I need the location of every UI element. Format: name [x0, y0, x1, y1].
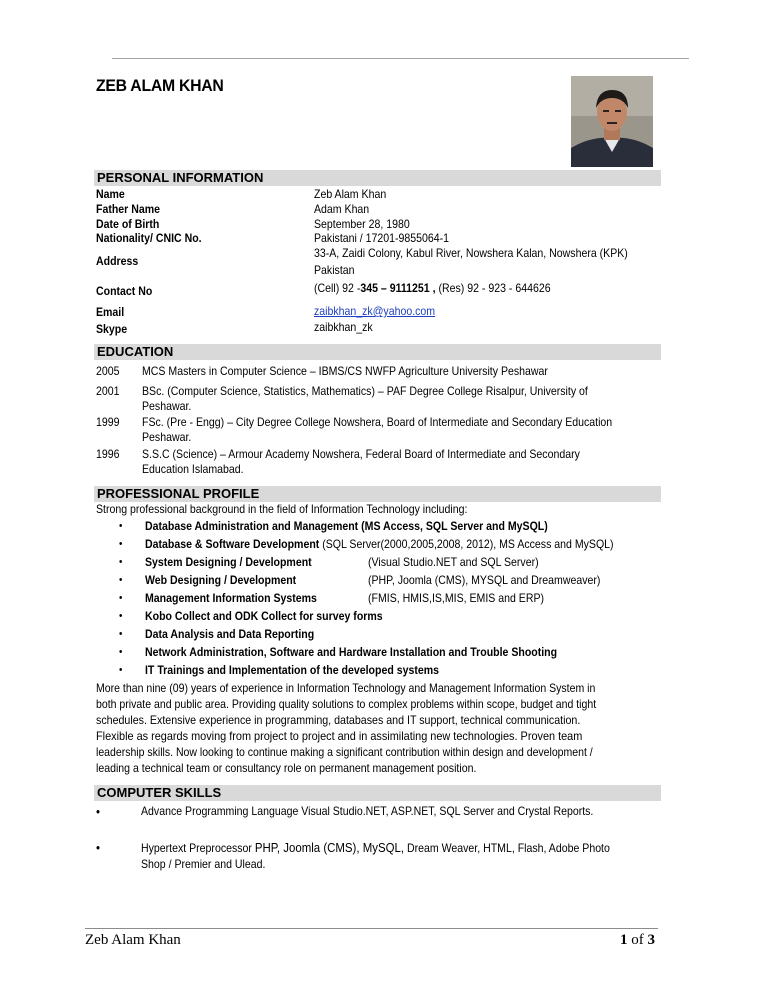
profile-paragraph-line: Flexible as regards moving from project to project and in assimilating new technologies. Proven team — [96, 729, 583, 743]
skype-label: Skype — [96, 322, 128, 336]
footer-name: Zeb Alam Khan — [85, 932, 181, 948]
dob-value: September 28, 1980 — [314, 217, 410, 231]
profile-item: Network Administration, Software and Hardware Installation and Trouble Shooting — [145, 645, 558, 659]
contact-label: Contact No — [96, 284, 153, 298]
father-name-value: Adam Khan — [314, 202, 370, 216]
header-rule — [112, 58, 689, 59]
edu-year: 2001 — [96, 384, 120, 398]
candidate-name: ZEB ALAM KHAN — [96, 76, 224, 95]
address-line-1: 33-A, Zaidi Colony, Kabul River, Nowshera Kalan, Nowshera (KPK) — [314, 246, 628, 260]
bullet: • — [119, 538, 123, 550]
profile-item: Management Information Systems — [145, 591, 317, 605]
profile-item: Data Analysis and Data Reporting — [145, 627, 315, 641]
profile-paragraph-line: schedules. Extensive experience in programming, databases and IT support, technical communication. — [96, 713, 581, 727]
skill-item-2-c: Dream Weaver, HTML, Flash, Adobe Photo — [404, 841, 610, 855]
section-computer-skills: COMPUTER SKILLS — [94, 785, 661, 801]
profile-paragraph-line: leading a technical team or consultancy role on permanent management position. — [96, 761, 477, 775]
profile-item-desc: (PHP, Joomla (CMS), MYSQL and Dreamweaver) — [368, 573, 601, 587]
bullet: • — [119, 610, 123, 622]
bullet: • — [119, 556, 123, 568]
profile-item-desc: (SQL Server(2000,2005,2008, 2012), MS Access and MySQL) — [319, 537, 614, 551]
skill-item-2-b: PHP, Joomla (CMS), MySQL, — [254, 840, 405, 855]
contact-res: (Res) 92 - 923 - 644626 — [435, 281, 551, 295]
nationality-value: Pakistani / 17201-9855064-1 — [314, 231, 450, 245]
edu-line: MCS Masters in Computer Science – IBMS/CS NWFP Agriculture University Peshawar — [142, 364, 548, 378]
edu-line-cont: Education Islamabad. — [142, 462, 244, 476]
skill-item-2-a: Hypertext Preprocessor — [141, 841, 255, 855]
page-total: 3 — [647, 932, 655, 948]
address-line-2: Pakistan — [314, 263, 355, 277]
name-value: Zeb Alam Khan — [314, 187, 387, 201]
name-label: Name — [96, 187, 125, 201]
profile-item: System Designing / Development — [145, 555, 312, 569]
email-link[interactable]: zaibkhan_zk@yahoo.com — [314, 304, 436, 318]
profile-paragraph-line: leadership skills. Now looking to continue making a significant contribution within design and development / — [96, 745, 593, 759]
page-number: 1 — [620, 932, 628, 948]
father-name-label: Father Name — [96, 202, 160, 216]
nationality-label: Nationality/ CNIC No. — [96, 231, 202, 245]
address-label: Address — [96, 254, 139, 268]
edu-line: BSc. (Computer Science, Statistics, Mathematics) – PAF Degree College Risalpur, University of — [142, 384, 588, 398]
edu-line: S.S.C (Science) – Armour Academy Nowshera, Federal Board of Intermediate and Secondary — [142, 447, 580, 461]
profile-item-title: Database & Software Development — [145, 537, 320, 551]
section-education: EDUCATION — [94, 344, 661, 360]
footer-rule — [85, 928, 658, 929]
dob-label: Date of Birth — [96, 217, 160, 231]
profile-item-desc: (Visual Studio.NET and SQL Server) — [368, 555, 539, 569]
edu-line-cont: Peshawar. — [142, 399, 192, 413]
profile-item: IT Trainings and Implementation of the developed systems — [145, 663, 439, 677]
contact-cell: 345 – 9111251 , — [360, 281, 436, 295]
bullet: • — [119, 646, 123, 658]
page-indicator — [620, 932, 655, 949]
page-of: of — [627, 932, 648, 948]
bullet: • — [119, 628, 123, 640]
section-personal-information: PERSONAL INFORMATION — [94, 170, 661, 186]
profile-photo — [571, 76, 653, 167]
profile-item: Database Administration and Management (MS Access, SQL Server and MySQL) — [145, 519, 548, 533]
bullet: • — [119, 520, 123, 532]
contact-value — [314, 281, 551, 296]
profile-item — [145, 537, 614, 552]
profile-item-desc: (FMIS, HMIS,IS,MIS, EMIS and ERP) — [368, 591, 545, 605]
profile-item: Kobo Collect and ODK Collect for survey forms — [145, 609, 383, 623]
profile-intro: Strong professional background in the field of Information Technology including: — [96, 502, 468, 516]
contact-prefix: (Cell) 92 - — [314, 281, 361, 295]
profile-paragraph-line: More than nine (09) years of experience in Information Technology and Management Information System in — [96, 681, 596, 695]
profile-paragraph-line: both private and public area. Providing quality solutions to complex problems within scope, budget and tight — [96, 697, 597, 711]
edu-line-cont: Peshawar. — [142, 430, 192, 444]
profile-item: Web Designing / Development — [145, 573, 297, 587]
skill-item-2 — [141, 840, 610, 856]
skype-value: zaibkhan_zk — [314, 320, 373, 334]
skill-item-1: Advance Programming Language Visual Studio.NET, ASP.NET, SQL Server and Crystal Reports. — [141, 804, 594, 818]
bullet: • — [119, 592, 123, 604]
skill-item-2-line2: Shop / Premier and Ulead. — [141, 857, 266, 871]
section-professional-profile: PROFESSIONAL PROFILE — [94, 486, 661, 502]
bullet: • — [119, 574, 123, 586]
bullet: • — [96, 840, 101, 855]
bullet: • — [96, 804, 101, 819]
edu-line: FSc. (Pre - Engg) – City Degree College Nowshera, Board of Intermediate and Secondary Education — [142, 415, 613, 429]
bullet: • — [119, 664, 123, 676]
edu-year: 2005 — [96, 364, 120, 378]
email-label: Email — [96, 305, 125, 319]
edu-year: 1999 — [96, 415, 120, 429]
edu-year: 1996 — [96, 447, 120, 461]
